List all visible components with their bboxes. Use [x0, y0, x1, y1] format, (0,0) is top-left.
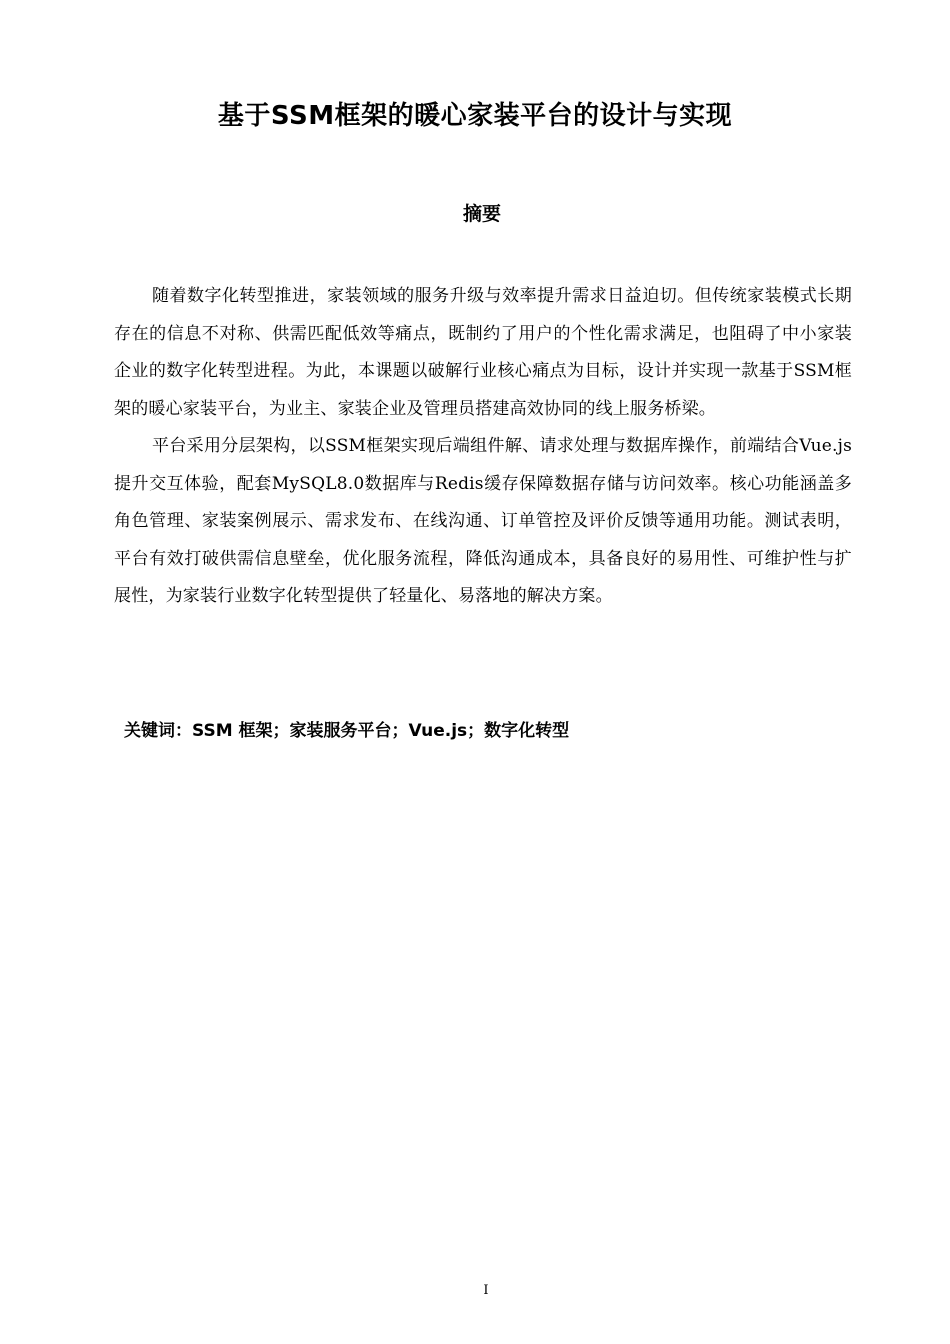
page-title: 基于SSM框架的暖心家装平台的设计与实现 [217, 101, 733, 131]
abstract-heading: 摘要 [462, 203, 501, 225]
abstract-paragraph-2: 平台采用分层架构，以SSM框架实现后端组件解、请求处理与数据库操作，前端结合Vue.js提升交互体验，配套MySQL8.0数据库与Redis缓存保障数据存储与访问效率。核心功能涵盖多角色管理、家装案例展示、需求发布、在线沟通、订单管控及评价反馈等通用功能。测试表明，平台有效打破供需信息壁垒，优化服务流程，降低沟通成本，具备良好的易用性、可维护性与扩展性，为家装行业数字化转型提供了轻量化、易落地的解决方案。 [114, 436, 852, 606]
page-number: I [483, 1283, 489, 1298]
abstract-body [114, 278, 852, 616]
keywords-line: 关键词：SSM 框架；家装服务平台；Vue.js；数字化转型 [124, 721, 570, 741]
abstract-paragraph-1: 随着数字化转型推进，家装领域的服务升级与效率提升需求日益迫切。但传统家装模式长期存在的信息不对称、供需匹配低效等痛点，既制约了用户的个性化需求满足，也阻碍了中小家装企业的数字化转型进程。为此，本课题以破解行业核心痛点为目标，设计并实现一款基于SSM框架的暖心家装平台，为业主、家装企业及管理员搭建高效协同的线上服务桥梁。 [114, 286, 852, 419]
